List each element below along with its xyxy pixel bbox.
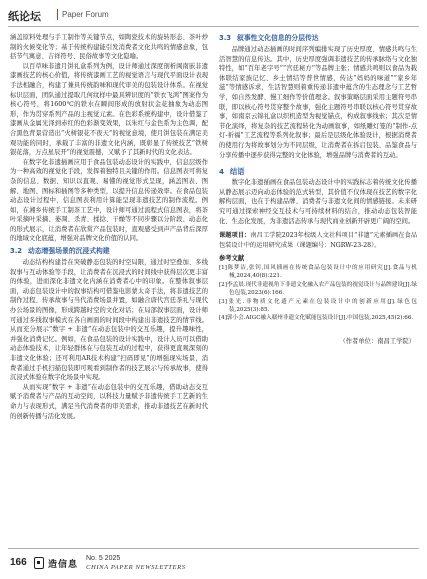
paragraph: 品牌通过动态插画的时间序列编排实现了历史厚度、情感共鸣与生活智慧的信息传达。其中，历史厚度强调非遗技艺的传承脉络与文化独特性，如“百年老字号”“宫廷秘方”等品牌主张；情感共鸣则以食品为载体联结家族记忆、乡土情结等普世情感，传达“妈妈的味道”“家乡年滋”等情感诉求，生活智慧则着重传递非遗中蕴含的生态理念与工艺哲学，如自然发酵、慢工细作等价值理念。叙事策略层面采用主题符号串联，即以核心符号贯穿整个故事，强化主题符号串联以核心符号贯穿故事，如南京云锦礼盒以织机造型为视觉锚点，构成叙事线索；其次是情节化演绎，将复杂的技艺流程转化为动画叙事，如纸雕灯笼的“制作-点灯-祈福”工艺流程等系列化叙事；最后是层级化体验设计，根据消费者的使用行为将故事划分为不同层级，让消费者在拆启包装、品鉴食品与分享传播中逐步获得完整的文化体验，增强品牌与消费者的互动。	[219, 46, 417, 159]
paragraph: 涵盖原料处理与手工制作等关键节点，如陶瓷技术的旋转形态、茶叶炒制的火候变化等；基于传统构建能引发消费者文化共鸣的情感意象，包括节气寓意、吉祥符号、民俗故事等文化隐喻。	[10, 34, 208, 61]
reference-item: [3]张光.非物质文化遗产元素在包装设计中的创新应用[J].绿色包装,2025(3):85.	[219, 298, 417, 313]
left-column	[10, 33, 208, 545]
journal-logo-icon	[34, 557, 44, 569]
paragraph: 动态结构构建旨在突破静态包装的时空局限，通过时空叠加、多线叙事与互动体验等手段，让消费者在沉浸式的时间线中获得层次更丰富的体验，进而深化非遗文化内涵在消费者心中的印象。在整体叙事层面，动态包装设计中的叙事结构可借鉴电影蒙太奇手法，将非遗技艺的制作过程、传承故事与当代消费场景并置，如融合唐代宫廷茶礼与现代办公场景的图像，形成跨越时空的文化对话；在局部叙事层面，设计师可通过多线叙事模式在各自画面的时间段中构建出非遗技艺的情节线。从而充分展示“数字 + 非遗”在动态包装中的交互乐趣，提升趣味性，并强化消费记忆。例如，在食品包装的设计实践中，设计人员可以借助动态体验技术，让年轻群体在与包装互动的过程中，获得更直观深刻的非遗文化体验；还可利用AR技术构建“扫码即见”的增强现实场景，消费者通过手机扫描包装即可观看到制作者的技艺展示与传承故事，使得沉浸式体验在数字化场景中实现。	[10, 259, 208, 382]
journal-name: 造信息	[48, 559, 79, 570]
section-number: 3.2	[10, 247, 23, 256]
funding-label: 课题项目：	[219, 232, 251, 240]
section-subtitle: Paper Forum	[62, 10, 109, 19]
section-number: 4	[219, 167, 225, 177]
section-number: 3.3	[219, 34, 232, 42]
page-header	[0, 0, 427, 28]
section-heading-3-2	[10, 246, 208, 257]
section-heading-text: 叙事性文化信息的分层传达	[237, 34, 319, 42]
footer-rule	[8, 548, 419, 549]
funding-note	[219, 231, 417, 250]
header-rule	[8, 26, 419, 27]
paragraph: 数字化非遗插画在食品包装动态设计中的实践标志着传统文化传播从静态展示迈向动态体验的范式转型，其价值不仅体现在技艺的数字化解构层面，也在于构建品牌、消费者与非遗文化间的情感链接。未来研究可通过探索神经交互技术与可持续材料的结合，推动动态包装智能化、生态化发展，为非遗活态传承与现代商业创新开辟更广阔的空间。	[219, 179, 417, 225]
section-heading-text: 动态增强场景的沉浸式构建	[28, 247, 110, 256]
section-heading-3-3	[219, 33, 417, 44]
paragraph: 从而实现“数字 + 非遗”在动态包装中的交互乐趣，借助动态交互赋予消费者与产品的互动空间，以科技力量赋予非遗传统手工艺新的生命力与表现形式，满足当代消费者的审美需求，推动非遗技艺在新时代的创新传播与活化发展。	[10, 383, 208, 420]
reference-item: [1]陈梦洁,张钊,国风插画在传统食品包装设计中的应用研究[J].食品与机械,2024,40(8):221.	[219, 264, 417, 280]
references-heading: 参考文献	[219, 255, 245, 263]
section-heading-text: 结语	[230, 167, 245, 177]
paragraph: 在数字化非遗插画应用于食品包装动态设计的实践中，信息层级作为一种高效的视觉化手段，发挥着独特且关键的作用。信息图表可将复杂的信息、数据、知识以直观、易懂的视觉形式呈现，涵盖图表、图解、地图、图标和插图等多种类型，以提升信息传递效率。在食品包装动态设计过程中，信息图表利用计算能呈现非遗技艺的制作流程。例如，在湘乡传统手工制茶工艺中，设计师可通过流程式信息图表，将茶叶采摘叶采摘、萎凋、杀青、揉捻、干燥等不同步骤以分阶段、动态化的形式展示，让消费者在欣赏产品包装时，直观感受到声产品背后深厚的地域文化底蕴，增强对品牌文化价值的认同。	[10, 158, 208, 243]
page-number: 166	[10, 557, 27, 568]
journal-name-english: CHINA PAPER NEWSLETTERS	[86, 564, 186, 571]
paragraph: 以百草味非遗月饼礼盒系列为例，设计师通过深度剖析闽南嵌非遗漆画技艺的核心价值，将传统漆画工艺的视觉语言与现代平面设计表现手法相融合，构建了兼具传统韵味和现代审美的包装设计体系。在视觉标识层面，团队通过提取几何纹样中最具辨识度的“铁衣飞鸿”图案作为核心符号，将1600℃的铁水在瞬间形成的放射状金花抽象为动态图形，作为贯穿系列产品的主视觉元素。在色彩系统构建中，设计借鉴了漆画从金属光泽到赤红的色彩渐变效果，以朱红与金色系为主色调，配合黑色背景营造出“火树银花不夜天”的视觉意境，使月饼包装在满足美观功能的同时，承载了丰富的非遗文化内涵，既彰显了传统技艺“铁树银花落，万点星辰开”的视觉震撼，又赋予了其新时代的文化表达。	[10, 62, 208, 157]
issue-number: No. 5 2025	[86, 555, 121, 562]
author-affiliation: （作者单位：南昌工学院）	[339, 337, 415, 345]
header-divider	[57, 9, 58, 20]
right-column	[219, 33, 417, 545]
reference-item: [4]郭小会.AIGC融入赣州非遗文化赋能包装设计[J].中国包装,2025,45(2):66.	[219, 315, 414, 322]
section-heading-4	[219, 166, 417, 177]
funding-text: 南昌工学院2023年校级人文社科项目“非遗”元素插画在食品包装设计中的运用研究成果（课题编号：NGRW-23-28）。	[219, 232, 417, 249]
section-title: 纸论坛	[8, 10, 41, 23]
reference-item: [2]李孟晨.现代非遗视角下非遗文化融入农产品包装的视觉设计与品牌建设[J].绿色包装,2023(6):166.	[219, 281, 417, 297]
journal-logo	[34, 555, 78, 571]
page-footer	[0, 548, 427, 579]
